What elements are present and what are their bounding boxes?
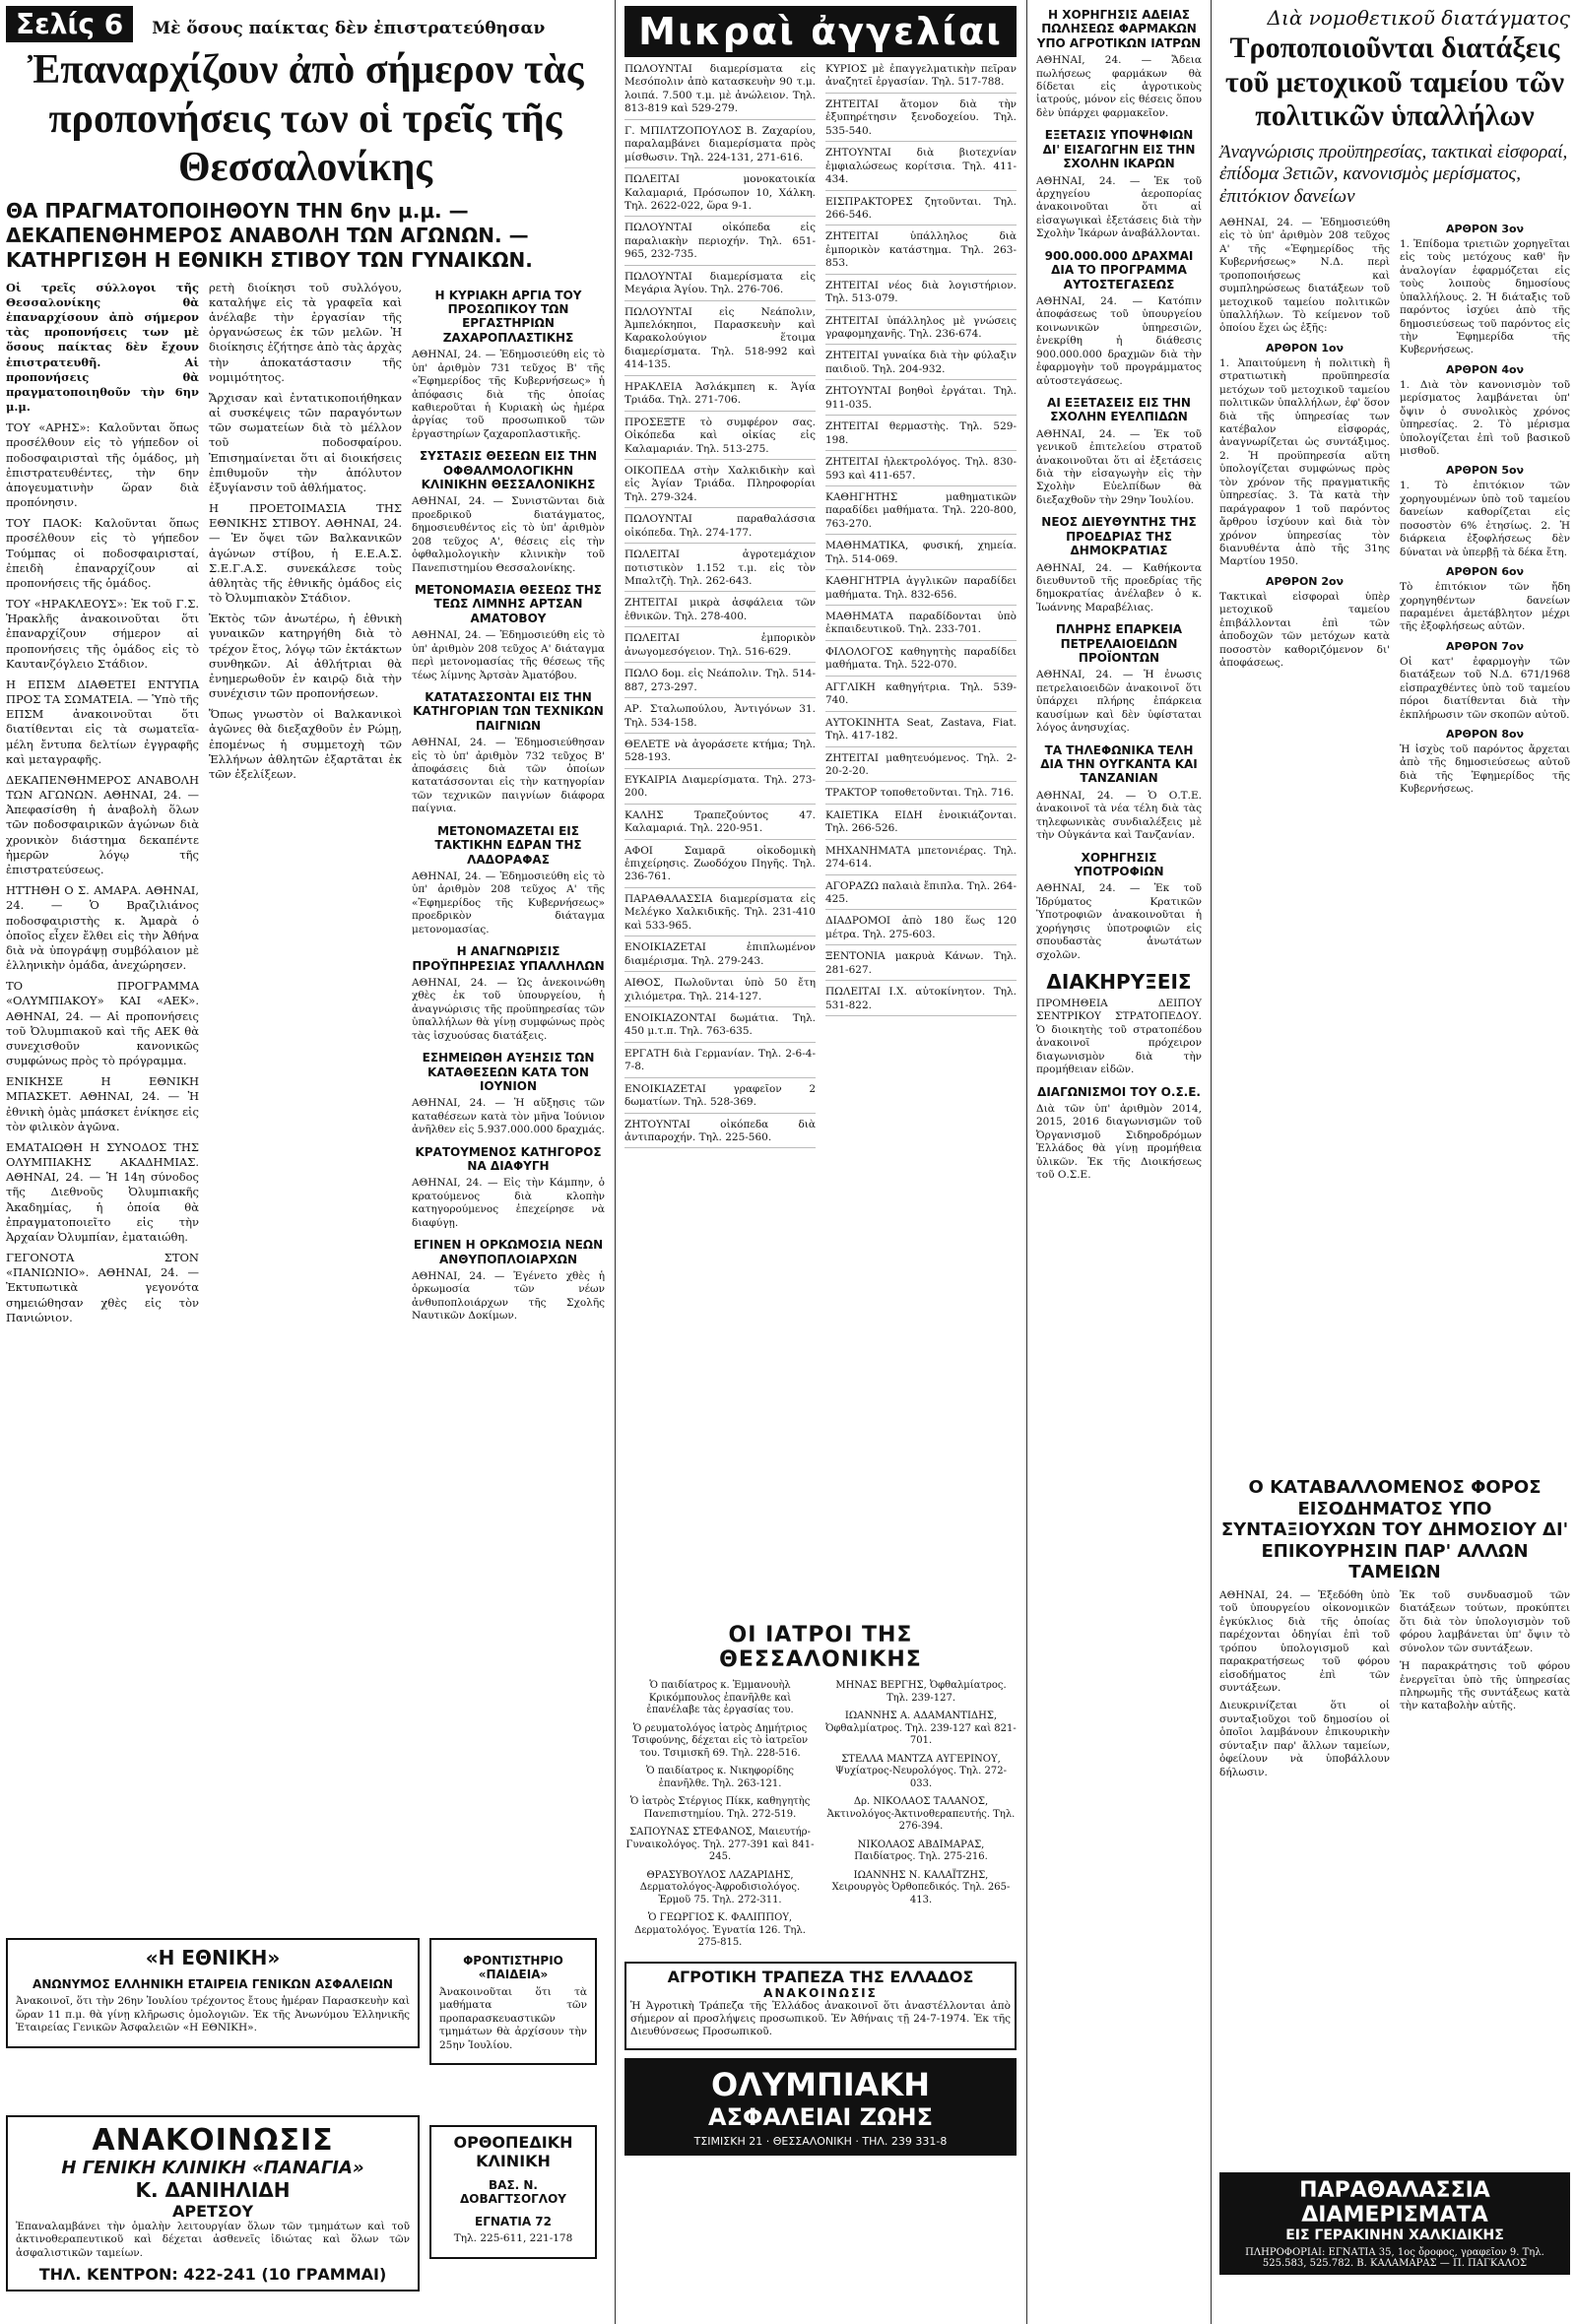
classifieds-list-b: [825, 63, 1017, 1153]
ethniki-subtitle: ΑΝΩΝΥΜΟΣ ΕΛΛΗΝΙΚΗ ΕΤΑΙΡΕΙΑ ΓΕΝΙΚΩΝ ΑΣΦΑΛΕΙΩΝ: [33, 1977, 393, 1991]
classified-item: ΖΗΤΟΥΝΤΑΙ οἰκόπεδα διὰ ἀντιπαροχήν. Τηλ. 225-560.: [624, 1119, 816, 1149]
doctor-entry: Ὁ ΓΕΩΡΓΙΟΣ Κ. ΦΑΛΙΠΠΟΥ, Δερματολόγος. Ἐγνατία 126. Τηλ. 275-815.: [634, 1912, 806, 1948]
classified-item: ΖΗΤΕΙΤΑΙ γυναίκα διὰ τὴν φύλαξιν παιδιοῦ. Τηλ. 204-932.: [825, 350, 1017, 380]
lead-paragraph: ΗΤΤΗΘΗ Ο Σ. ΑΜΑΡΑ. ΑΘΗΝΑΙ, 24. — Ὁ Βραζιλιάνος ποδοσφαιριστὴς κ. Ἀμαρὰ ὁ ὁποῖος εἶχεν ἔλθει εἰς τὴν Ἀθήνα διὰ νὰ ὑπογράψῃ συμβόλαιον μὲ ἑλληνικὴν ὁμάδα, ἀνεχώρησεν.: [6, 883, 199, 973]
classified-item: ΗΡΑΚΛΕΙΑ Ἀσλάκμπεη κ. Ἁγία Τριάδα. Τηλ. 271-706.: [624, 381, 816, 412]
lead-paragraph: ΕΝΙΚΗΣΕ Η ΕΘΝΙΚΗ ΜΠΑΣΚΕΤ. ΑΘΗΝΑΙ, 24. — Ἡ ἐθνικὴ ὁμὰς μπάσκετ ἐνίκησε εἰς τὸν φιλικὸν ἀγῶνα.: [6, 1074, 199, 1133]
article-text: Οἱ κατ' ἐφαρμογὴν τῶν διατάξεων τοῦ Ν.Δ. 671/1968 εἰσπραχθέντες ὑπὸ τοῦ ταμείου πόροι διατίθενται διὰ τὴν ἐκπλήρωσιν τῶν σκοπῶν αὐτοῦ.: [1400, 655, 1570, 721]
decree-kicker: Διὰ νομοθετικοῦ διατάγματος: [1267, 6, 1570, 30]
lead-col-b: [209, 281, 402, 1331]
lead-paragraph: Η ΠΡΟΕΤΟΙΜΑΣΙΑ ΤΗΣ ΕΘΝΙΚΗΣ ΣΤΙΒΟΥ. ΑΘΗΝΑΙ, 24. — Ἐν ὄψει τῶν Βαλκανικῶν ἀγώνων στίβου, ἡ Ε.Ε.Α.Σ. Σ.Ε.Γ.Α.Σ. συνεκάλεσε τοὺς ἀθλητὰς τῆς ἐθνικῆς ὁμάδος εἰς τὸ Ὀλυμπιακὸν Στάδιον.: [209, 501, 402, 606]
tax-story: [1219, 1467, 1570, 1784]
lead-col-a: [6, 281, 199, 1331]
clinic-owner: Κ. ΔΑΝΙΗΛΙΔΗ: [135, 2178, 291, 2202]
olympiaki-address: ΤΣΙΜΙΣΚΗ 21 · ΘΕΣΣΑΛΟΝΙΚΗ · ΤΗΛ. 239 331-8: [693, 2134, 948, 2148]
classified-item: ΑΦΟΙ Σαμαρᾶ οἰκοδομικὴ ἐπιχείρησις. Ζωοδόχου Πηγῆς. Τηλ. 236-761.: [624, 845, 816, 888]
doctor-entry: ΙΩΑΝΝΗΣ Ν. ΚΑΛΑΪΤΖΗΣ, Χειρουργὸς Ὀρθοπεδικός. Τηλ. 265-413.: [831, 1869, 1011, 1905]
article-text: 1. Ἀπαιτούμενη ἡ πολιτικὴ ἢ στρατιωτικὴ προϋπηρεσία μετόχων τοῦ μετοχικοῦ ταμείου πολιτικῶν ὑπαλλήλων, ἐφ' ὅσον διὰ τῆς ὑπηρεσίας των κατέβαλον εἰσφοράς, ἀναγνωρίζεται ὡς συντάξιμος. 2. Ἡ προϋπηρεσία αὕτη ὑπολογίζεται συμφώνως πρὸς τὸν χρόνον τῆς πραγματικῆς ὑπηρεσίας. 3. Τὰ κατὰ τὴν παράγραφον 1 τοῦ παρόντος ἄρθρου ἰσχύουν καὶ διὰ τὸν χρόνον ὑπηρεσίας τὸν διανυθέντα ἀπὸ τῆς 31ης Μαρτίου 1950.: [1219, 356, 1390, 568]
olympiaki-line1: ΟΛΥΜΠΙΑΚΗ: [710, 2065, 930, 2103]
classified-item: ΜΗΧΑΝΗΜΑΤΑ μπετονιέρας. Τηλ. 274-614.: [825, 845, 1017, 875]
agrotiki-text: Ἡ Ἀγροτικὴ Τράπεζα τῆς Ἑλλάδος ἀνακοινοῖ ὅτι ἀναστέλλονται ἀπὸ σήμερον αἱ προσλήψεις προσωπικοῦ. Ἐν Ἀθήναις τῇ 24-7-1974. Ἐκ τῆς Διευθύνσεως Προσωπικοῦ.: [630, 1999, 1011, 2038]
article-label: ΑΡΘΡΟΝ 4ον: [1445, 362, 1525, 376]
brief-article: [1036, 851, 1202, 962]
lead-column: [0, 0, 611, 2324]
sidebar-article: [412, 1051, 605, 1136]
classified-item: ΠΡΟΣΕΞΤΕ τὸ συμφέρον σας. Οἰκόπεδα καὶ οἰκίας εἰς Καλαμαριάν. Τηλ. 513-275.: [624, 417, 816, 460]
sidebar-article: [412, 690, 605, 816]
classifieds-column: [619, 0, 1022, 2324]
doctor-entry: Ὁ ἰατρὸς Στέργιος Πίκκ, καθηγητὴς Πανεπιστημίου. Τηλ. 272-519.: [629, 1796, 811, 1820]
announcement-title: ΑΝΑΚΟΙΝΩΣΙΣ: [92, 2123, 334, 2158]
column-rule: [615, 0, 616, 2324]
classified-item: ΕΡΓΑΤΗ διὰ Γερμανίαν. Τηλ. 2-6-4-7-8.: [624, 1048, 816, 1078]
doctor-entry: ΙΩΑΝΝΗΣ Α. ΑΔΑΜΑΝΤΙΔΗΣ, Ὀφθαλμίατρος. Τηλ. 239-127 καὶ 821-701.: [825, 1711, 1017, 1746]
brief-text: ΑΘΗΝΑΙ, 24. — Ἄδεια πωλήσεως φαρμάκων θὰ δίδεται εἰς ἀγροτικοὺς ἰατρούς, μόνον εἰς θέσεις ὅπου δὲν ὑπάρχει φαρμακεῖον.: [1036, 54, 1202, 119]
lead-paragraph: ΤΟΥ ΠΑΟΚ: Καλοῦνται ὅπως προσέλθουν εἰς τὸ γήπεδον Τούμπας οἱ ποδοσφαιρισταί, ἐπειδὴ ἐπαναρχίζουν αἱ προπονήσεις τῆς ὁμάδος.: [6, 516, 199, 590]
classified-item: ΚΑΙΕΤΙΚΑ ΕΙΔΗ ἐνοικιάζονται. Τηλ. 266-526.: [825, 809, 1017, 840]
brief-article: [1036, 970, 1202, 1077]
doctor-entry: ΘΡΑΣΥΒΟΥΛΟΣ ΛΑΖΑΡΙΔΗΣ, Δερματολόγος-Ἀφροδισιολόγος. Ἑρμοῦ 75. Τηλ. 272-311.: [639, 1869, 801, 1905]
sidebar-article: [412, 583, 605, 682]
brief-text: ΑΘΗΝΑΙ, 24. — Ἐκ τοῦ ἀρχηγείου ἀεροπορίας ἀνακοινοῦται ὅτι αἱ εἰσαγωγικαὶ ἐξετάσεις διὰ τὴν Σχολὴν Ἰκάρων ἀναβάλλονται.: [1036, 174, 1202, 240]
sidebar-articles: [412, 281, 605, 1331]
classified-item: ΜΑΘΗΜΑΤΙΚΑ, φυσική, χημεία. Τηλ. 514-069.: [825, 540, 1017, 570]
lead-paragraph: ρετὴ διοίκησι τοῦ συλλόγου, καταλήψε εἰς τὰ γραφεῖα καὶ ἀνέλαβε τὴν ἐργασίαν τῆς ὀργανώσεως ἐκ τῶν μελῶν. Ἡ διοίκησις ἐζήτησε ἀπὸ τὰς ἀρχὰς τὴν ἀποκατάστασιν τῆς νομιμότητος.: [209, 280, 402, 384]
brief-head: Η ΧΟΡΗΓΗΣΙΣ ΑΔΕΙΑΣ ΠΩΛΗΣΕΩΣ ΦΑΡΜΑΚΩΝ ΥΠΟ ΑΓΡΟΤΙΚΩΝ ΙΑΤΡΩΝ: [1036, 8, 1202, 50]
decree-headline: Τροποποιοῦνται διατάξεις τοῦ μετοχικοῦ ταμείου τῶν πολιτικῶν ὑπαλλήλων: [1224, 32, 1565, 132]
brief-text: ΠΡΟΜΗΘΕΙΑ ΔΕΙΠΟΥ ΣΕΝΤΡΙΚΟΥ ΣΤΡΑΤΟΠΕΔΟΥ. Ὁ διοικητὴς τοῦ στρατοπέδου ἀνακοινοῖ πρόχειρον διαγωνισμὸν διὰ τὴν προμήθειαν εἰδῶν.: [1036, 997, 1202, 1076]
clinic-owner-2: ΑΡΕΤΣΟΥ: [171, 2202, 254, 2221]
sidebar-article-head: ΜΕΤΟΝΟΜΑΣΙΑ ΘΕΣΕΩΣ ΤΗΣ ΤΕΩΣ ΛΙΜΝΗΣ ΑΡΤΣΑΝ ΑΜΑΤΟΒΟΥ: [415, 583, 602, 625]
brief-head: 900.000.000 ΔΡΑΧΜΑΙ ΔΙΑ ΤΟ ΠΡΟΓΡΑΜΜΑ ΑΥΤΟΣΤΕΓΑΣΕΩΣ: [1044, 248, 1194, 291]
lead-paragraph: ΕΜΑΤΑΙΩΘΗ Η ΣΥΝΟΔΟΣ ΤΗΣ ΟΛΥΜΠΙΑΚΗΣ ΑΚΑΔΗΜΙΑΣ. ΑΘΗΝΑΙ, 24. — Ἡ 14η σύνοδος τῆς Διεθνοῦς Ὀλυμπιακῆς Ἀκαδημίας, ἡ ὁποία θὰ ἐπραγματοποιεῖτο εἰς τὴν Ἀρχαίαν Ὀλυμπίαν, ἐματαιώθη.: [6, 1139, 199, 1244]
article-label: ΑΡΘΡΟΝ 7ον: [1445, 639, 1525, 653]
classified-item: ΖΗΤΕΙΤΑΙ ὑπάλληλος μὲ γνώσεις γραφομηχανῆς. Τηλ. 236-674.: [825, 315, 1017, 346]
classifieds-list-a: [624, 63, 816, 1153]
doctor-entry: ΝΙΚΟΛΑΟΣ ΑΒΔΙΜΑΡΑΣ, Παιδίατρος. Τηλ. 275-216.: [854, 1839, 988, 1862]
decree-subhead: Ἀναγνώρισις προϋπηρεσίας, τακτικαὶ εἰσφοραί, ἐπίδομα 3ετιῶν, κανονισμὸς μερίσματος, ἐπιτόκιον δανείων: [1219, 141, 1568, 208]
sidebar-article-text: ΑΘΗΝΑΙ, 24. — Ἐδημοσιεύθησαν εἰς τὸ ὑπ' ἀριθμὸν 732 τεῦχος Β' ἀποφάσεις διὰ τῶν ὁποίων κατατάσσονται εἰς τὴν κατηγορίαν τῶν τεχνικῶν παιγνίων διάφορα παίγνια.: [412, 737, 605, 815]
classified-item: ΚΥΡΙΟΣ μὲ ἐπαγγελματικὴν πεῖραν ἀναζητεῖ ἐργασίαν. Τηλ. 517-788.: [825, 63, 1017, 94]
parathalassia-ad: [1219, 2172, 1570, 2275]
sidebar-article: [412, 1238, 605, 1323]
lead-paragraph: Ἐκτὸς τῶν ἀνωτέρω, ἡ ἐθνικὴ γυναικῶν κατηργήθη διὰ τὸ τρέχον ἔτος, λόγῳ τῶν ἐκτάκτων συνθηκῶν. Αἱ ἀθλήτριαι θὰ ἐνημερωθοῦν ἐν καιρῷ διὰ τὴν συνέχισιν τῶν προπονήσεων.: [209, 612, 402, 701]
article-label: ΑΡΘΡΟΝ 6ον: [1445, 565, 1525, 579]
olympiaki-insurance-ad: [624, 2058, 1017, 2156]
brief-text: ΑΘΗΝΑΙ, 24. — Ἡ ἐνωσις πετρελαιοειδῶν ἀνακοινοῖ ὅτι ὑπάρχει πλήρης ἐπάρκεια καυσίμων καὶ δὲν ὑφίσταται λόγος ἀνησυχίας.: [1036, 669, 1202, 735]
classified-item: ΘΕΛΕΤΕ νὰ ἀγοράσετε κτήμα; Τηλ. 528-193.: [624, 739, 816, 769]
classified-item: ΕΝΟΙΚΙΑΖΕΤΑΙ ἐπιπλωμένον διαμέρισμα. Τηλ. 279-243.: [624, 941, 816, 972]
article-label: ΑΡΘΡΟΝ 5ον: [1445, 464, 1525, 478]
classified-item: ΖΗΤΕΙΤΑΙ μικρὰ ἀσφάλεια τῶν ἐθνικῶν. Τηλ. 278-400.: [624, 597, 816, 627]
clinic-name: Η ΓΕΝΙΚΗ ΚΛΙΝΙΚΗ «ΠΑΝΑΓΙΑ»: [61, 2158, 364, 2178]
parathalassia-title: ΠΑΡΑΘΑΛΑΣΣΙΑ ΔΙΑΜΕΡΙΣΜΑΤΑ: [1299, 2178, 1490, 2227]
lead-paragraph: ΤΟΥ «ΗΡΑΚΛΕΟΥΣ»: Ἐκ τοῦ Γ.Σ. Ἡρακλῆς ἀνακοινοῦται ὅτι ἐπαναρχίζουν σήμερον αἱ προπονήσεις τῆς ὁμάδος εἰς τὸ Καυτανζόγλειο Στάδιον.: [6, 597, 199, 671]
classified-item: ΚΑΛΗΣ Τραπεζούντος 47. Καλαμαριά. Τηλ. 220-951.: [624, 809, 816, 840]
sidebar-article-head: Η ΑΝΑΓΝΩΡΙΣΙΣ ΠΡΟΫΠΗΡΕΣΙΑΣ ΥΠΑΛΛΗΛΩΝ: [412, 944, 605, 973]
brief-text: ΑΘΗΝΑΙ, 24. — Καθήκοντα διευθυντοῦ τῆς προεδρίας τῆς δημοκρατίας ἀνέλαβεν ὁ κ. Ἰωάννης Μαραβέλιας.: [1036, 561, 1202, 613]
sidebar-article-head: Η ΚΥΡΙΑΚΗ ΑΡΓΙΑ ΤΟΥ ΠΡΟΣΩΠΙΚΟΥ ΤΩΝ ΕΡΓΑΣΤΗΡΙΩΝ ΖΑΧΑΡΟΠΛΑΣΤΙΚΗΣ: [434, 288, 582, 345]
brief-head: ΑΙ ΕΞΕΤΑΣΕΙΣ ΕΙΣ ΤΗΝ ΣΧΟΛΗΝ ΕΥΕΛΠΙΔΩΝ: [1047, 395, 1191, 424]
classified-item: ΜΑΘΗΜΑΤΑ παραδίδονται ὑπὸ ἐκπαιδευτικοῦ. Τηλ. 233-701.: [825, 611, 1017, 641]
article-text: Ἡ ἰσχὺς τοῦ παρόντος ἄρχεται ἀπὸ τῆς δημοσιεύσεως αὐτοῦ διὰ τῆς Ἐφημερίδος τῆς Κυβερνήσεως.: [1400, 743, 1570, 796]
tax-paragraph: ΑΘΗΝΑΙ, 24. — Ἐξεδόθη ὑπὸ τοῦ ὑπουργείου οἰκονομικῶν ἐγκύκλιος διὰ τῆς ὁποίας παρέχονται ὁδηγίαι ἐπὶ τοῦ τρόπου ὑπολογισμοῦ καὶ παρακρατήσεως τοῦ φόρου εἰσοδήματος ἐπὶ τῶν συντάξεων.: [1219, 1588, 1390, 1695]
classified-item: ΑΥΤΟΚΙΝΗΤΑ Seat, Zastava, Fiat. Τηλ. 417-182.: [825, 717, 1017, 747]
lead-subhead: ΘΑ ΠΡΑΓΜΑΤΟΠΟΙΗΘΟΥΝ ΤΗΝ 6ην μ.μ. — ΔΕΚΑΠΕΝΘΗΜΕΡΟΣ ΑΝΑΒΟΛΗ ΤΩΝ ΑΓΩΝΩΝ. — ΚΑΤΗΡΓΙΣΘΗ Η ΕΘΝΙΚΗ ΣΤΙΒΟΥ ΤΩΝ ΓΥΝΑΙΚΩΝ.: [6, 198, 533, 272]
brief-text: ΑΘΗΝΑΙ, 24. — Ἐκ τοῦ Ἰδρύματος Κρατικῶν Ὑποτροφιῶν ἀνακοινοῦται ἡ χορήγησις ὑποτροφιῶν εἰς σπουδαστὰς ἀνωτάτων σχολῶν.: [1036, 882, 1202, 961]
lead-paragraph: ΓΕΓΟΝΟΤΑ ΣΤΟΝ «ΠΑΝΙΩΝΙΟ». ΑΘΗΝΑΙ, 24. — Ἐκτυπωτικὰ γεγονότα σημειώθησαν χθὲς εἰς τὸν Πανιώνιον.: [6, 1251, 199, 1324]
doctor-entry: Δρ. ΝΙΚΟΛΑΟΣ ΤΑΛΑΝΟΣ, Ἀκτινολόγος-Ἀκτινοθεραπευτής. Τηλ. 276-394.: [826, 1796, 1016, 1832]
sidebar-article-text: ΑΘΗΝΑΙ, 24. — Εἰς τὴν Κάμπην, ὁ κρατούμενος διὰ κλοπὴν κατηγορούμενος ἐπεχείρησε νὰ διαφύγῃ.: [412, 1177, 605, 1229]
classified-item: ΠΩΛΟΥΝΤΑΙ διαμερίσματα εἰς Μεγάρια Ἁγίου. Τηλ. 276-706.: [624, 271, 816, 301]
classified-item: ΠΩΛΕΙΤΑΙ μονοκατοικία Καλαμαριά, Πρόσωπον 10, Χάλκη. Τηλ. 2622-022, ὥρα 9-1.: [624, 173, 816, 217]
lead-paragraph: Ὅπως γνωστὸν οἱ Βαλκανικοὶ ἀγῶνες θὰ διεξαχθοῦν ἐν Ρώμῃ, ἐπομένως ἡ συμμετοχὴ τῶν Ἑλλήνων ἀθλητῶν ἐξαρτᾶται ἐκ τῶν ἐξελίξεων.: [209, 707, 402, 781]
classified-item: ΖΗΤΕΙΤΑΙ ἄτομον διὰ τὴν ἐξυπηρέτησιν ξενοδοχείου. Τηλ. 535-540.: [825, 98, 1017, 142]
article-text: 1. Διὰ τὸν κανονισμὸν τοῦ μερίσματος λαμβάνεται ὑπ' ὄψιν ὁ συνολικὸς χρόνος ὑπηρεσίας. 2. Τὸ μέρισμα ὑπολογίζεται ἐπὶ τοῦ βασικοῦ μισθοῦ.: [1400, 378, 1570, 458]
article-text: Τακτικαὶ εἰσφοραὶ ὑπὲρ μετοχικοῦ ταμείου ἐπιβάλλονται ἐπὶ τῶν ἀποδοχῶν τῶν μετόχων κατὰ ποσοστὸν καθοριζόμενον δι' ἀποφάσεως.: [1219, 590, 1390, 670]
section-label: Σελίς 6: [6, 6, 133, 42]
brief-head: ΔΙΑΚΗΡΥΞΕΙΣ: [1046, 969, 1192, 994]
classified-item: ΖΗΤΕΙΤΑΙ μαθητευόμενος. Τηλ. 2-20-2-20.: [825, 752, 1017, 783]
lead-paragraph: ΤΟΥ «ΑΡΗΣ»: Καλοῦνται ὅπως προσέλθουν εἰς τὸ γήπεδον οἱ ποδοσφαιρισταὶ τῆς ὁμάδος, μὴ ἐπιστρατευθέντες, τὴν 6ην ἀπογευματινὴν ὥραν διὰ προπόνησιν.: [6, 420, 199, 510]
parathalassia-subtitle: ΕΙΣ ΓΕΡΑΚΙΝΗΝ ΧΑΛΚΙΔΙΚΗΣ: [1285, 2227, 1504, 2243]
classified-item: ΕΥΚΑΙΡΙΑ Διαμερίσματα. Τηλ. 273-200.: [624, 774, 816, 805]
frontistirion-box: [429, 1938, 597, 2065]
doctor-entry: ΣΑΠΟΥΝΑΣ ΣΤΕΦΑΝΟΣ, Μαιευτήρ-Γυναικολόγος. Τηλ. 277-391 καὶ 841-245.: [625, 1827, 815, 1862]
sidebar-article-head: ΣΥΣΤΑΣΙΣ ΘΕΣΕΩΝ ΕΙΣ ΤΗΝ ΟΦΘΑΛΜΟΛΟΓΙΚΗΝ ΚΛΙΝΙΚΗΝ ΘΕΣΣΑΛΟΝΙΚΗΣ: [419, 449, 598, 492]
classified-item: ΠΩΛΟΥΝΤΑΙ παραθαλάσσια οἰκόπεδα. Τηλ. 274-177.: [624, 513, 816, 544]
classified-item: ΖΗΤΕΙΤΑΙ ἠλεκτρολόγος. Τηλ. 830-593 καὶ 411-657.: [825, 456, 1017, 486]
lead-intro: Οἱ τρεῖς σύλλογοι τῆς Θεσσαλονίκης θὰ ἐπαναρχίσουν ἀπὸ σήμερον τὰς προπονήσεις των μὲ ὅσους παίκτας δὲν ἔχουν ἐπιστρατευθῆ. Αἱ προπονήσεις θὰ πραγματοποιηθοῦν τὴν 6ην μ.μ.: [6, 280, 199, 415]
lead-paragraph: Η ΕΠΣΜ ΔΙΑΘΕΤΕΙ ΕΝΤΥΠΑ ΠΡΟΣ ΤΑ ΣΩΜΑΤΕΙΑ. — Ὑπὸ τῆς ΕΠΣΜ ἀνακοινοῦται ὅτι διατίθενται εἰς τὰ σωματεῖα-μέλη ἔντυπα δελτίων ἐγγραφῆς καὶ μεταγραφῆς.: [6, 677, 199, 766]
orthopedic-phone: Τηλ. 225-611, 221-178: [453, 2232, 573, 2245]
classified-item: ΑΙΘΟΣ, Πωλοῦνται ὑπὸ 50 ἔτη χιλιόμετρα. Τηλ. 214-127.: [624, 977, 816, 1007]
classified-item: ΑΡ. Σταλωπούλου, Ἀντιγόνων 31. Τηλ. 534-158.: [624, 703, 816, 734]
clinic-phone: ΤΗΛ. ΚΕΝΤΡΟΝ: 422-241 (10 ΓΡΑΜΜΑΙ): [38, 2265, 387, 2285]
brief-head: ΠΛΗΡΗΣ ΕΠΑΡΚΕΙΑ ΠΕΤΡΕΛΑΙΟΕΙΔΩΝ ΠΡΟΪΟΝΤΩΝ: [1055, 622, 1183, 666]
doctor-entry: ΜΗΝΑΣ ΒΕΡΓΗΣ, Ὀφθαλμίατρος. Τηλ. 239-127.: [835, 1680, 1007, 1704]
sidebar-article-head: ΕΣΗΜΕΙΩΘΗ ΑΥΞΗΣΙΣ ΤΩΝ ΚΑΤΑΘΕΣΕΩΝ ΚΑΤΑ ΤΟΝ ΙΟΥΝΙΟΝ: [422, 1051, 595, 1093]
classified-item: ΠΩΛΕΙΤΑΙ Ι.Χ. αὐτοκίνητον. Τηλ. 531-822.: [825, 986, 1017, 1016]
classified-item: ΠΩΛΟΥΝΤΑΙ οἰκόπεδα εἰς παραλιακὴν περιοχήν. Τηλ. 651-965, 232-735.: [624, 222, 816, 265]
classified-item: ΑΓΓΛΙΚΗ καθηγήτρια. Τηλ. 539-740.: [825, 681, 1017, 712]
decree-intro: ΑΘΗΝΑΙ, 24. — Ἐδημοσιεύθη εἰς τὸ ὑπ' ἀριθμὸν 208 τεῦχος Α' τῆς «Ἐφημερίδος τῆς Κυβερνήσεως» Ν.Δ. περὶ τροποποιήσεως καὶ συμπληρώσεως διατάξεων τοῦ μετοχικοῦ ταμείου πολιτικῶν ὑπαλλήλων. Τὸ κείμενον τοῦ ὁποίου ἔχει ὡς ἑξῆς:: [1219, 216, 1390, 335]
article-text: Τὸ ἐπιτόκιον τῶν ἤδη χορηγηθέντων δανείων παραμένει ἀμετάβλητον μέχρι τῆς ἐξοφλήσεως αὐτῶν.: [1400, 581, 1570, 633]
classified-item: ΠΩΛΟΥΝΤΑΙ εἰς Νεάπολιν, Ἀμπελόκηποι, Παρασκευὴν καὶ Καρακολούγιον ἕτοιμα διαμερίσματα. Τηλ. 518-992 καὶ 414-135.: [624, 306, 816, 376]
tax-headline: Ο ΚΑΤΑΒΑΛΛΟΜΕΝΟΣ ΦΟΡΟΣ ΕΙΣΟΔΗΜΑΤΟΣ ΥΠΟ ΣΥΝΤΑΞΙΟΥΧΩΝ ΤΟΥ ΔΗΜΟΣΙΟΥ ΔΙ' ΕΠΙΚΟΥΡΗΣΙΝ ΠΑΡ' ΑΛΛΩΝ ΤΑΜΕΙΩΝ: [1220, 1477, 1569, 1583]
classified-item: ΕΝΟΙΚΙΑΖΕΤΑΙ γραφεῖον 2 δωματίων. Τηλ. 528-369.: [624, 1083, 816, 1114]
olympiaki-line2: ΑΣΦΑΛΕΙΑΙ ΖΩΗΣ: [708, 2102, 933, 2131]
orthopedic-title: ΟΡΘΟΠΕΔΙΚΗ ΚΛΙΝΙΚΗ: [453, 2133, 573, 2170]
lead-paragraph: ΤΟ ΠΡΟΓΡΑΜΜΑ «ΟΛΥΜΠΙΑΚΟΥ» ΚΑΙ «ΑΕΚ». ΑΘΗΝΑΙ, 24. — Αἱ προπονήσεις τοῦ Ὀλυμπιακοῦ καὶ τῆς ΑΕΚ θὰ συνεχισθοῦν κανονικῶς συμφώνως πρὸς τὸ πρόγραμμα.: [6, 979, 199, 1068]
ethniki-insurance-box: [6, 1938, 420, 2048]
orthopedic-owner: ΒΑΣ. Ν. ΔΟΒΑΓΤΣΟΓΛΟΥ: [460, 2178, 566, 2207]
classified-item: ΠΩΛΕΙΤΑΙ ἐμπορικὸν ἀνωγομεσόγειον. Τηλ. 516-629.: [624, 632, 816, 663]
doctor-entry: ΣΤΕΛΛΑ ΜΑΝΤΖΑ ΑΥΓΕΡΙΝΟΥ, Ψυχίατρος-Νευρολόγος. Τηλ. 272-033.: [834, 1753, 1008, 1789]
brief-article: [1036, 128, 1202, 240]
sidebar-article-head: ΚΡΑΤΟΥΜΕΝΟΣ ΚΑΤΗΓΟΡΟΣ ΝΑ ΔΙΑΦΥΓΗ: [415, 1144, 602, 1173]
brief-article: [1036, 249, 1202, 388]
doctor-entry: Ὁ παιδίατρος κ. Νικηφορίδης ἐπανῆλθε. Τηλ. 263-121.: [646, 1766, 794, 1789]
classified-item: ΕΙΣΠΡΑΚΤΟΡΕΣ ζητοῦνται. Τηλ. 266-546.: [825, 196, 1017, 226]
classified-item: ΟΙΚΟΠΕΔΑ στὴν Χαλκιδικὴν καὶ εἰς Ἁγίαν Τριάδα. Πληροφορίαι Τηλ. 279-324.: [624, 465, 816, 508]
brief-head: ΔΙΑΓΩΝΙΣΜΟΙ ΤΟΥ Ο.Σ.Ε.: [1037, 1084, 1201, 1099]
sidebar-article-text: ΑΘΗΝΑΙ, 24. — Ὡς ἀνεκοινώθη χθὲς ἐκ τοῦ ὑπουργείου, ἡ ἀναγνώρισις τῆς προϋπηρεσίας τῶν ὑπαλλήλων θὰ γίνῃ συμφώνως πρὸς τὰς ἰσχυούσας διατάξεις.: [412, 976, 605, 1042]
classified-item: ΚΑΘΗΓΗΤΗΣ μαθηματικῶν παραδίδει μαθήματα. Τηλ. 220-800, 763-270.: [825, 491, 1017, 535]
frontistirion-title: ΦΡΟΝΤΙΣΤΗΡΙΟ «ΠΑΙΔΕΙΑ»: [463, 1954, 563, 1982]
sidebar-article-text: ΑΘΗΝΑΙ, 24. — Ἐδημοσιεύθη εἰς τὸ ὑπ' ἀριθμὸν 208 τεῦχος Α' τῆς «Ἐφημερίδος τῆς Κυβερνήσεως» προεδρικὸν διάταγμα μετονομασίας.: [412, 870, 605, 936]
classified-item: ΞΕΝΤΟΝΙΑ μακρυὰ Κάνων. Τηλ. 281-627.: [825, 950, 1017, 981]
classified-item: ΖΗΤΕΙΤΑΙ νέος διὰ λογιστήριον. Τηλ. 513-079.: [825, 280, 1017, 310]
sidebar-article-text: ΑΘΗΝΑΙ, 24. — Ἐδημοσιεύθη εἰς τὸ ὑπ' ἀριθμὸν 731 τεῦχος Β' τῆς «Ἐφημερίδος τῆς Κυβερνήσεως» ἡ ἀπόφασις διὰ τῆς ὁποίας καθιεροῦται ἡ Κυριακὴ ὡς ἡμέρα ἀργίας τοῦ προσωπικοῦ τῶν ἐργαστηρίων ζαχαροπλαστικῆς.: [412, 349, 605, 440]
column-rule: [1026, 0, 1027, 2324]
brief-text: ΑΘΗΝΑΙ, 24. — Ὁ Ο.Τ.Ε. ἀνακοινοῖ τὰ νέα τέλη διὰ τὰς τηλεφωνικὰς συνδιαλέξεις μὲ τὴν Οὐγκάντα καὶ Τανζανίαν.: [1036, 789, 1202, 842]
classified-item: ΠΩΛΟΥΝΤΑΙ διαμερίσματα εἰς Μεσόπολιν ἀπὸ κατασκευὴν 90 τ.μ. λοιπά. 7.500 τ.μ. μὲ ἀνώλειον. Τηλ. 813-819 καὶ 529-279.: [624, 63, 816, 120]
brief-head: ΕΞΕΤΑΣΙΣ ΥΠΟΨΗΦΙΩΝ ΔΙ' ΕΙΣΑΓΩΓΗΝ ΕΙΣ ΤΗΝ ΣΧΟΛΗΝ ΙΚΑΡΩΝ: [1042, 128, 1196, 171]
tax-paragraph: Ἡ παρακράτησις τοῦ φόρου ἐνεργεῖται ὑπὸ τῆς ὑπηρεσίας πληρωμῆς τῆς συντάξεως κατὰ τὴν καταβολὴν αὐτῆς.: [1400, 1660, 1570, 1712]
doctor-entry: Ὁ ρευματολόγος ἰατρὸς Δημήτριος Τσιφούνης, δέχεται εἰς τὸ ἰατρεῖον του. Τσιμισκῆ 69. Τηλ. 228-516.: [631, 1722, 809, 1759]
brief-head: ΝΕΟΣ ΔΙΕΥΘΥΝΤΗΣ ΤΗΣ ΠΡΟΕΔΡΙΑΣ ΤΗΣ ΔΗΜΟΚΡΑΤΙΑΣ: [1041, 515, 1197, 558]
sidebar-article: [412, 289, 605, 442]
classified-item: ΠΩΛΕΙΤΑΙ ἀγροτεμάχιον ποτιστικὸν 1.152 τ.μ. εἰς τὸν Μπαλτζὴ. Τηλ. 262-643.: [624, 549, 816, 592]
tax-paragraph: Ἐκ τοῦ συνδυασμοῦ τῶν διατάξεων τούτων, προκύπτει ὅτι διὰ τὸν ὑπολογισμὸν τοῦ φόρου λαμβάνεται ὑπ' ὄψιν τὸ σύνολον τῶν συντάξεων.: [1400, 1588, 1570, 1654]
sidebar-article-text: ΑΘΗΝΑΙ, 24. — Ἐγένετο χθὲς ἡ ὁρκωμοσία τῶν νέων ἀνθυποπλοιάρχων τῆς Σχολῆς Ναυτικῶν Δοκίμων.: [412, 1269, 605, 1323]
sidebar-article-text: ΑΘΗΝΑΙ, 24. — Ἐδημοσιεύθη εἰς τὸ ὑπ' ἀριθμὸν 208 τεῦχος Α' διάταγμα περὶ μετονομασίας τῆς θέσεως τῆς τέως λίμνης Ἀρτσὰν Ἀματόβου.: [412, 629, 605, 681]
ethniki-title: «Η ΕΘΝΙΚΗ»: [145, 1946, 281, 1969]
classified-item: ΑΓΟΡΑΖΩ παλαιὰ ἔπιπλα. Τηλ. 264-425.: [825, 880, 1017, 911]
lead-kicker: Μὲ ὅσους παίκτας δὲν ἐπιστρατεύθησαν: [152, 19, 546, 38]
news-briefs-column: [1030, 0, 1208, 2324]
classified-item: ΖΗΤΕΙΤΑΙ θερμαστὴς. Τηλ. 529-198.: [825, 420, 1017, 451]
article-label: ΑΡΘΡΟΝ 3ον: [1445, 222, 1525, 235]
brief-text: ΑΘΗΝΑΙ, 24. — Ἐκ τοῦ γενικοῦ ἐπιτελείου στρατοῦ ἀνακοινοῦται ὅτι αἱ ἐξετάσεις διὰ τὴν εἰσαγωγὴν εἰς τὴν Σχολὴν Εὐελπίδων θὰ διεξαχθοῦν τὴν 29ην Ἰουλίου.: [1036, 427, 1202, 506]
panagia-clinic-box: [6, 2115, 420, 2292]
classified-item: ΖΗΤΕΙΤΑΙ ὑπάλληλος διὰ ἐμπορικὸν κατάστημα. Τηλ. 263-853.: [825, 230, 1017, 274]
lead-paragraph: ΔΕΚΑΠΕΝΘΗΜΕΡΟΣ ΑΝΑΒΟΛΗ ΤΩΝ ΑΓΩΝΩΝ. ΑΘΗΝΑΙ, 24. — Ἀπεφασίσθη ἡ ἀναβολὴ ὅλων τῶν ποδοσφαιρικῶν ἀγώνων διὰ χρονικὸν διάστημα δεκαπέντε ἡμερῶν λόγῳ τῆς ἐπιστρατεύσεως.: [6, 772, 199, 876]
brief-head: ΤΑ ΤΗΛΕΦΩΝΙΚΑ ΤΕΛΗ ΔΙΑ ΤΗΝ ΟΥΓΚΑΝΤΑ ΚΑΙ ΤΑΝΖΑΝΙΑΝ: [1040, 742, 1198, 786]
brief-article: [1036, 1085, 1202, 1183]
column-rule: [1211, 0, 1212, 2324]
frontistirion-text: Ἀνακοινοῦται ὅτι τὰ μαθήματα τῶν προπαρασκευαστικῶν τμημάτων θὰ ἀρχίσουν τὴν 25ην Ἰουλίου.: [439, 1985, 587, 2051]
sidebar-article-head: ΚΑΤΑΤΑΣΣΟΝΤΑΙ ΕΙΣ ΤΗΝ ΚΑΤΗΓΟΡΙΑΝ ΤΩΝ ΤΕΧΝΙΚΩΝ ΠΑΙΓΝΙΩΝ: [413, 689, 604, 733]
brief-text: ΑΘΗΝΑΙ, 24. — Κατόπιν ἀποφάσεως τοῦ ὑπουργείου κοινωνικῶν ὑπηρεσιῶν, ἐνεκρίθη ἡ διάθεσις 900.000.000 δραχμῶν διὰ τὴν ἐφαρμογὴν τοῦ προγράμματος αὐτοστεγάσεως.: [1036, 294, 1202, 387]
sidebar-article: [412, 449, 605, 575]
sidebar-article-text: ΑΘΗΝΑΙ, 24. — Συνιστῶνται διὰ προεδρικοῦ διατάγματος, δημοσιευθέντος εἰς τὸ ὑπ' ἀριθμὸν 208 τεῦχος Α', θέσεις εἰς τὴν ὀφθαλμολογικὴν κλινικὴν τοῦ Πανεπιστημίου Θεσσαλονίκης.: [412, 495, 605, 574]
decree-column: [1214, 0, 1576, 2324]
brief-article: [1036, 8, 1202, 120]
lead-paragraph: Ἄρχισαν καὶ ἐντατικοποιήθηκαν αἱ συσκέψεις τῶν παραγόντων τῶν σωματείων διὰ τὸ μέλλον τοῦ ποδοσφαίρου. Ἐπισημαίνεται ὅτι αἱ διοικήσεις ἐπιθυμοῦν τὴν ἀπόλυτον ἐξυγίανσιν τοῦ ἀθλήματος.: [209, 390, 402, 494]
classifieds-title: Μικραὶ ἀγγελίαι: [624, 6, 1017, 57]
article-label: ΑΡΘΡΟΝ 2ον: [1265, 574, 1345, 588]
article-text: 1. Τὸ ἐπιτόκιον τῶν χορηγουμένων ὑπὸ τοῦ ταμείου δανείων καθορίζεται εἰς ποσοστὸν 6% ἐτησίως. 2. Ἡ διάρκεια ἐξοφλήσεως δὲν δύναται νὰ ὑπερβῇ τὰ δέκα ἔτη.: [1400, 480, 1570, 558]
classified-item: ΠΑΡΑΘΑΛΑΣΣΙΑ διαμερίσματα εἰς Μελέγκο Χαλκιδικῆς. Τηλ. 231-410 καὶ 533-965.: [624, 893, 816, 936]
ethniki-text: Ἀνακοινοῖ, ὅτι τὴν 26ην Ἰουλίου τρέχοντος ἔτους ἡμέραν Παρασκευὴν καὶ ὥραν 11 π.μ. θὰ γίνῃ κλῆρωσις ὁμολογιῶν. Ἐκ τῆς Ἀνωνύμου Ἑλληνικῆς Ἑταιρείας Γενικῶν Ἀσφαλειῶν «Η ΕΘΝΙΚΗ».: [16, 1995, 410, 2034]
doctors-section: [624, 1615, 1017, 2156]
orthopedic-address: ΕΓΝΑΤΙΑ 72: [475, 2214, 552, 2228]
brief-article: [1036, 515, 1202, 614]
doctor-entry: Ὁ παιδίατρος κ. Ἐμμανουὴλ Κρικόμπουλος ἐπανῆλθε καὶ ἐπανέλαβε τὰς ἐργασίας του.: [646, 1680, 794, 1715]
article-label: ΑΡΘΡΟΝ 8ον: [1445, 728, 1525, 742]
agrotiki-name: ΑΓΡΟΤΙΚΗ ΤΡΑΠΕΖΑ ΤΗΣ ΕΛΛΑΔΟΣ: [667, 1967, 974, 1986]
classified-item: ΠΩΛΟ δομ. εἰς Νεάπολιν. Τηλ. 514-887, 273-297.: [624, 668, 816, 698]
sidebar-article-head: ΜΕΤΟΝΟΜΑΖΕΤΑΙ ΕΙΣ ΤΑΚΤΙΚΗΝ ΕΔΡΑΝ ΤΗΣ ΛΑΔΟΡΑΦΑΣ: [434, 823, 582, 867]
agrotiki-bank-notice: [624, 1962, 1017, 2050]
classified-item: ΖΗΤΟΥΝΤΑΙ βοηθοὶ ἐργάται. Τηλ. 911-035.: [825, 385, 1017, 416]
lead-headline: Ἐπαναρχίζουν ἀπὸ σήμερον τὰς προπονήσεις των οἱ τρεῖς τῆς Θεσσαλονίκης: [27, 47, 584, 191]
sidebar-article: [412, 824, 605, 936]
brief-head: ΧΟΡΗΓΗΣΙΣ ΥΠΟΤΡΟΦΙΩΝ: [1074, 850, 1164, 878]
sidebar-article: [412, 1145, 605, 1231]
classified-item: ΕΝΟΙΚΙΑΖΟΝΤΑΙ δωμάτια. Τηλ. 450 μ.τ.π. Τηλ. 763-635.: [624, 1012, 816, 1043]
sidebar-article-head: ΕΓΙΝΕΝ Η ΟΡΚΩΜΟΣΙΑ ΝΕΩΝ ΑΝΘΥΠΟΠΛΟΙΑΡΧΩΝ: [413, 1238, 604, 1266]
classified-item: ΔΙΑΔΡΟΜΟΙ ἀπὸ 180 ἕως 120 μέτρα. Τηλ. 275-603.: [825, 915, 1017, 945]
tax-paragraph: Διευκρινίζεται ὅτι οἱ συνταξιοῦχοι τοῦ δημοσίου οἱ ὁποῖοι λαμβάνουν ἐπικουρικὴν σύνταξιν παρ' ἄλλων ταμείων, ὀφείλουν νὰ ὑποβάλλουν δήλωσιν.: [1219, 1700, 1390, 1778]
brief-article: [1036, 743, 1202, 843]
clinic-text: Ἐπαναλαμβάνει τὴν ὁμαλὴν λειτουργίαν ὅλων τῶν τμημάτων καὶ τοῦ ἀκτινοθεραπευτικοῦ καὶ δέχεται ἀσθενεῖς ἰδιώτας καὶ ὅλων τῶν ἀσφαλιστικῶν ταμείων.: [16, 2221, 410, 2259]
classified-item: ΤΡΑΚΤΟΡ τοποθετοῦνται. Τηλ. 716.: [825, 787, 1017, 804]
brief-article: [1036, 396, 1202, 507]
article-label: ΑΡΘΡΟΝ 1ον: [1265, 341, 1345, 355]
agrotiki-label: ΑΝΑΚΟΙΝΩΣΙΣ: [763, 1985, 878, 2000]
brief-article: [1036, 622, 1202, 735]
classified-item: ΦΙΛΟΛΟΓΟΣ καθηγητὴς παραδίδει μαθήματα. Τηλ. 522-070.: [825, 646, 1017, 677]
sidebar-article: [412, 944, 605, 1043]
classified-item: ΖΗΤΟΥΝΤΑΙ διὰ βιοτεχνίαν ἐμφιαλώσεως κορίτσια. Τηλ. 411-434.: [825, 147, 1017, 190]
doctors-title: ΟΙ ΙΑΤΡΟΙ ΤΗΣ ΘΕΣΣΑΛΟΝΙΚΗΣ: [719, 1623, 922, 1672]
sidebar-article-text: ΑΘΗΝΑΙ, 24. — Ἡ αὔξησις τῶν καταθέσεων κατὰ τὸν μῆνα Ἰούνιον ἀνῆλθεν εἰς 5.937.000.000 δραχμάς.: [412, 1097, 605, 1136]
orthopedic-box: [429, 2125, 597, 2259]
article-text: 1. Ἐπίδομα τριετιῶν χορηγεῖται εἰς τοὺς μετόχους καθ' ἣν ἀναλογίαν ἐφαρμόζεται εἰς τοὺς λοιποὺς δημοσίους ὑπαλλήλους. 2. Ἡ διάταξις τοῦ παρόντος ἰσχύει ἀπὸ τῆς δημοσιεύσεως τοῦ παρόντος εἰς τὴν Ἐφημερίδα τῆς Κυβερνήσεως.: [1400, 237, 1570, 356]
brief-text: Διὰ τῶν ὑπ' ἀριθμὸν 2014, 2015, 2016 διαγωνισμῶν τοῦ Ὀργανισμοῦ Σιδηροδρόμων Ἑλλάδος θὰ γίνῃ προμήθεια ὑλικῶν. Ἐκ τῆς Διοικήσεως τοῦ Ο.Σ.Ε.: [1036, 1102, 1202, 1182]
classified-item: Γ. ΜΠΙΛΤΖΟΠΟΥΛΟΣ Β. Ζαχαρίου, παραλαμβάνει διαμερίσματα πρὸς μίσθωσιν. Τηλ. 224-131, 271-616.: [624, 125, 816, 168]
parathalassia-info: ΠΛΗΡΟΦΟΡΙΑΙ: ΕΓΝΑΤΙΑ 35, 1ος ὄροφος, γραφεῖον 9. Τηλ. 525.583, 525.782. Β. ΚΑΛΑΜΑΡΑΣ — Π. ΠΑΓΚΑΛΟΣ: [1245, 2247, 1544, 2269]
classified-item: ΚΑΘΗΓΗΤΡΙΑ ἀγγλικῶν παραδίδει μαθήματα. Τηλ. 832-656.: [825, 575, 1017, 606]
